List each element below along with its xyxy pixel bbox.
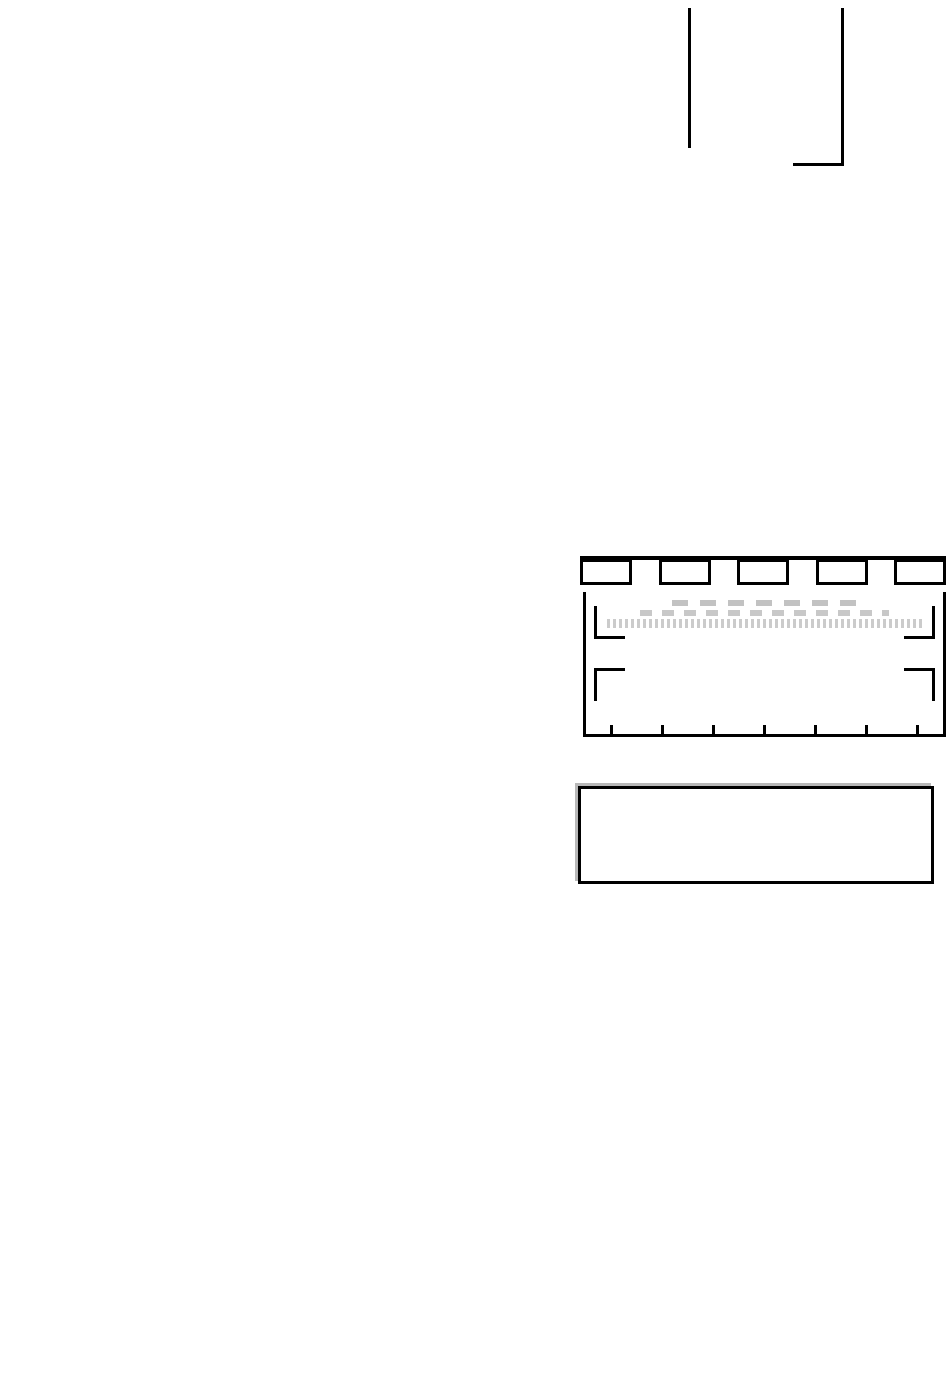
bracket-mark bbox=[594, 668, 625, 701]
bracket-mark bbox=[904, 668, 935, 701]
strip-cell bbox=[659, 560, 711, 585]
authentic-stamp-box bbox=[583, 592, 946, 737]
faded-print-line bbox=[672, 600, 858, 606]
strip-cell bbox=[894, 560, 946, 585]
brand-corner-box bbox=[688, 8, 844, 148]
strip-cell bbox=[816, 560, 868, 585]
strip-cell bbox=[737, 560, 789, 585]
film-strip-border bbox=[580, 556, 946, 585]
strip-cell bbox=[580, 560, 632, 585]
faded-print-line bbox=[640, 610, 890, 616]
anti-fake-notice-box bbox=[578, 786, 934, 884]
tick-marks bbox=[586, 725, 943, 734]
faded-small-text bbox=[607, 619, 921, 628]
